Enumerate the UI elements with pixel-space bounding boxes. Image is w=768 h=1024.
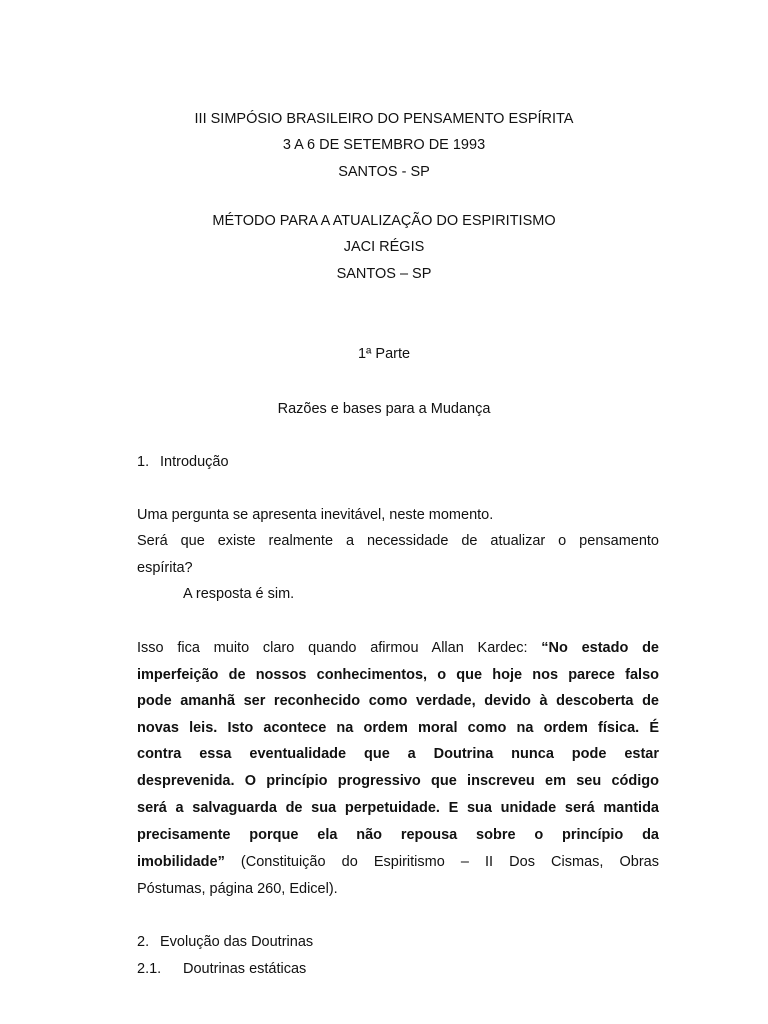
quote-line-7: será a salvaguarda de sua perpetuidade. E sua unidade será mantida [137, 800, 659, 816]
paper-title: MÉTODO PARA A ATUALIZAÇÃO DO ESPIRITISMO [212, 213, 556, 229]
citation-1: (Constituição do Espiritismo – II Dos Cismas, Obras [224, 854, 659, 870]
paragraph-2-line-1: Será que existe realmente a necessidade de atualizar o pensamento [137, 533, 659, 549]
quote-line-6: desprevenida. O princípio progressivo que inscreveu em seu código [137, 773, 659, 789]
quote-line-4: novas leis. Isto acontece na ordem moral como na ordem física. É [137, 720, 659, 736]
paragraph-1: Uma pergunta se apresenta inevitável, neste momento. [137, 507, 494, 523]
section-1-heading: Introdução [160, 454, 229, 470]
quote-intro: Isso fica muito claro quando afirmou Allan Kardec: [137, 640, 542, 656]
quote-line-5: contra essa eventualidade que a Doutrina nunca pode estar [137, 746, 659, 762]
event-title: III SIMPÓSIO BRASILEIRO DO PENSAMENTO ESPÍRITA [194, 111, 574, 127]
author-city: SANTOS – SP [336, 266, 432, 282]
section-2-number: 2. [137, 934, 150, 950]
section-2-heading: Evolução das Doutrinas [160, 934, 314, 950]
part-label: 1ª Parte [357, 346, 411, 362]
paragraph-3: A resposta é sim. [183, 586, 295, 602]
quote-text-1: “No estado de [541, 640, 659, 656]
paragraph-2-line-2: espírita? [137, 560, 193, 576]
section-1-number: 1. [137, 454, 150, 470]
quote-line-8: precisamente porque ela não repousa sobre o princípio da [137, 827, 659, 843]
citation-2: Póstumas, página 260, Edicel). [137, 881, 338, 897]
quote-line-9 [137, 853, 659, 871]
quote-line-2: imperfeição de nossos conhecimentos, o que hoje nos parece falso [137, 667, 659, 683]
author-name: JACI RÉGIS [343, 239, 425, 255]
part-subtitle: Razões e bases para a Mudança [277, 401, 491, 417]
quote-line-3: pode amanhã ser reconhecido como verdade, devido à descoberta de [137, 693, 659, 709]
quote-text-9: imobilidade” [137, 854, 225, 870]
section-2-1-number: 2.1. [137, 961, 162, 977]
quote-line-1 [137, 639, 659, 657]
section-2-1-heading: Doutrinas estáticas [183, 961, 307, 977]
event-dates: 3 A 6 DE SETEMBRO DE 1993 [282, 137, 486, 153]
event-city: SANTOS - SP [338, 164, 430, 180]
